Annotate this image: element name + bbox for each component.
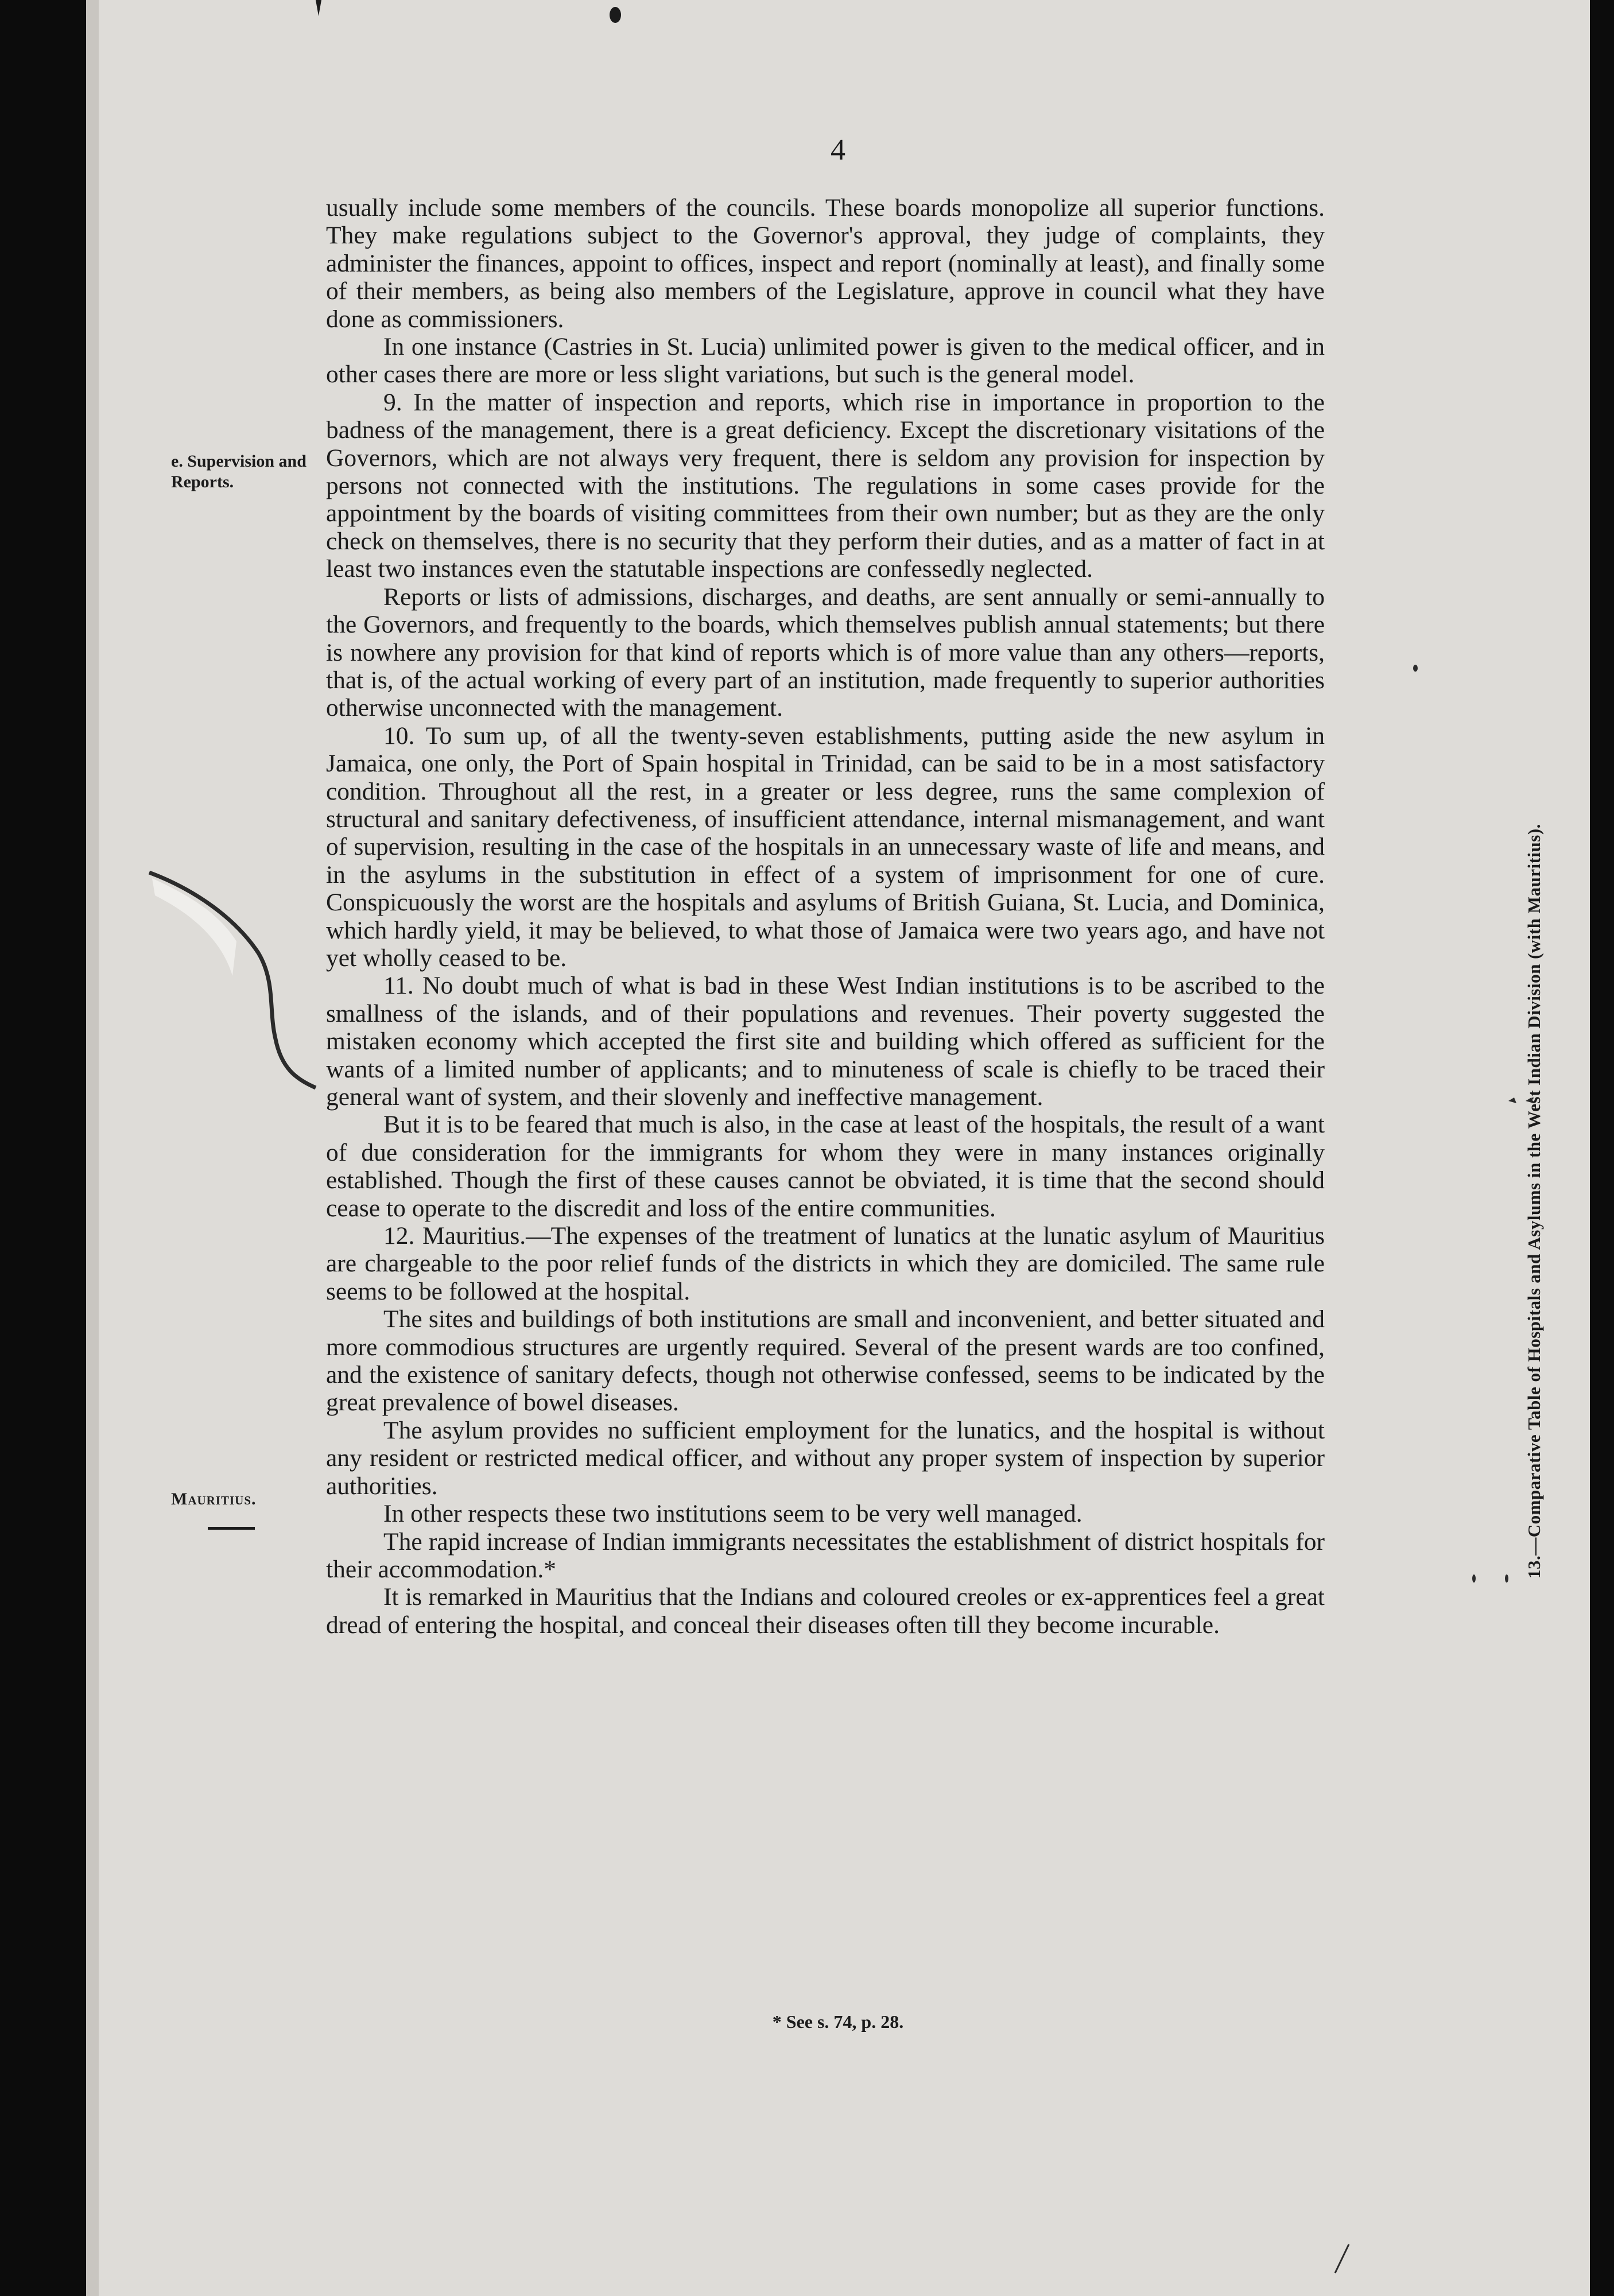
footnote: * See s. 74, p. 28. (772, 2011, 904, 2032)
paragraph: It is remarked in Mauritius that the Indians and coloured creoles or ex-apprentices feel a great dread of entering the hospital, and conceal their diseases often till they become incurable. (326, 1583, 1325, 1639)
paragraph: 10. To sum up, of all the twenty-seven establishments, putting aside the new asylum in Jamaica, one only, the Port of Spain hospital in Trinidad, can be said to be in a most satisfactory condition. Throughout all the rest, in a greater or less degree, runs the same complexion of structural and sanitary defectiveness, of insufficient attendance, internal mismanagement, and want of supervision, resulting in the case of the hospitals in an unnecessary waste of life and means, and in the asylums in the substitution in effect of a system of imprisonment for one of cure. Conspicuously the worst are the hospitals and asylums of British Guiana, St. Lucia, and Dominica, which hardly yield, it may be believed, to what those of Jamaica were two years ago, and have not yet wholly ceased to be. (326, 722, 1325, 972)
page-number: 4 (831, 134, 845, 166)
paragraph: In one instance (Castries in St. Lucia) unlimited power is given to the medical officer, and in other cases there are more or less slight variations, but such is the general model. (326, 333, 1325, 389)
margin-note-supervision: e. Supervision and Reports. (171, 452, 306, 491)
side-caption: 13.—Comparative Table of Hospitals and Asylums in the West Indian Division (with Mauritius). (1524, 824, 1544, 1578)
margin-note-rule (208, 1527, 255, 1530)
paragraph: 9. In the matter of inspection and reports, which rise in importance in proportion to the badness of the management, there is a great deficiency. Except the discretionary visitations of the Governors, which are not always very frequent, there is seldom any provision for inspection by persons not connected with the institutions. The regulations in some cases provide for the appointment by the boards of visiting committees from their own number; but as they are the only check on themselves, there is no security that they perform their duties, and as a matter of fact in at least two instances even the statutable inspections are confessedly neglected. (326, 388, 1325, 583)
paragraph: 11. No doubt much of what is bad in these West Indian institutions is to be ascribed to the smallness of the islands, and of their populations and revenues. Their poverty suggested the mistaken economy which accepted the first site and building which offered as sufficient for the wants of a limited number of applicants; and to minuteness of scale is chiefly to be traced their general want of system, and their slovenly and ineffective management. (326, 972, 1325, 1111)
paragraph: In other respects these two institutions seem to be very well managed. (383, 1500, 1083, 1528)
paragraph: The rapid increase of Indian immigrants necessitates the establishment of district hospitals for their accommodation.* (326, 1527, 1325, 1583)
document-page (86, 0, 1590, 2296)
paragraph: The asylum provides no sufficient employment for the lunatics, and the hospital is without any resident or restricted medical officer, and without any proper system of inspection by superior authorities. (326, 1416, 1325, 1500)
paragraph: The sites and buildings of both institutions are small and inconvenient, and better situated and more commodious structures are urgently required. Several of the present wards are too confined, and the existence of sanitary defects, though not otherwise confessed, seems to be indicated by the great prevalence of bowel diseases. (326, 1305, 1325, 1417)
paragraph: 12. Mauritius.—The expenses of the treatment of lunatics at the lunatic asylum of Mauritius are chargeable to the poor relief funds of the districts in which they are domiciled. The same rule seems to be followed at the hospital. (326, 1222, 1325, 1305)
paragraph: Reports or lists of admissions, discharges, and deaths, are sent annually or semi-annually to the Governors, and frequently to the boards, which themselves publish annual statements; but there is nowhere any provision for that kind of reports which is of more value than any others—reports, that is, of the actual working of every part of an institution, made frequently to superior authorities otherwise unconnected with the management. (326, 583, 1325, 722)
paragraph: usually include some members of the councils. These boards monopolize all superior functions. They make regulations subject to the Governor's approval, they judge of complaints, they administer the finances, appoint to offices, inspect and report (nominally at least), and finally some of their members, as being also members of the Legislature, approve in council what they have done as commissioners. (326, 194, 1325, 333)
paragraph: But it is to be feared that much is also, in the case at least of the hospitals, the result of a want of due consideration for the immigrants for whom they were in many instances originally established. Though the first of these causes cannot be obviated, it is time that the second should cease to operate to the discredit and loss of the entire communities. (326, 1111, 1325, 1222)
margin-note-mauritius: Mauritius. (171, 1490, 257, 1508)
body-text (326, 194, 1325, 1639)
